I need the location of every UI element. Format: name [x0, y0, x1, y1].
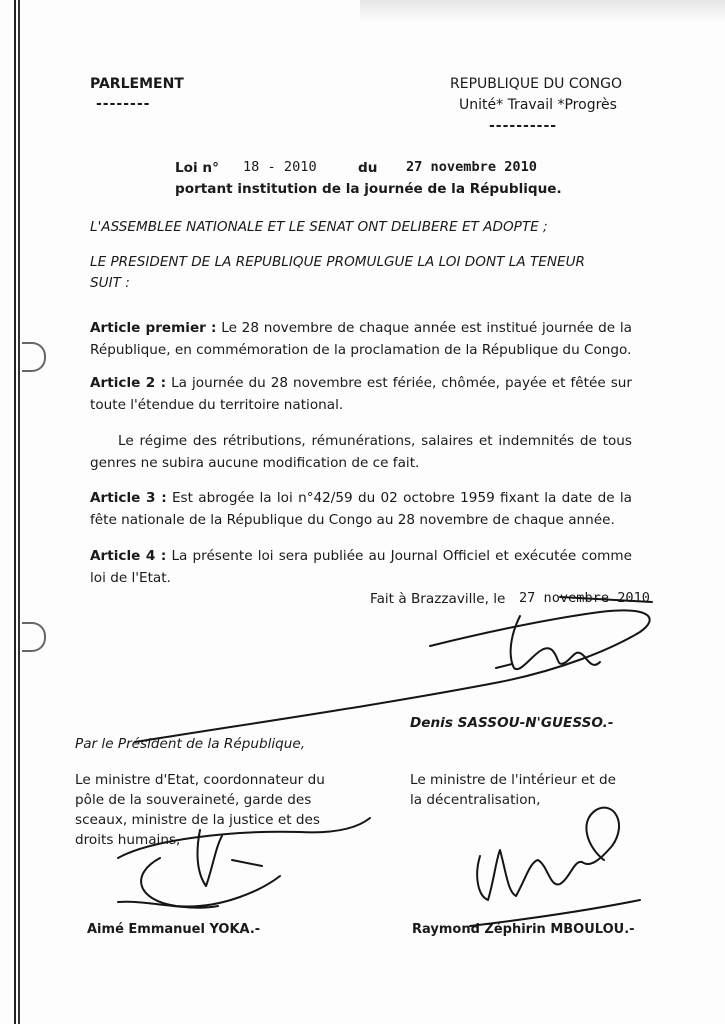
article-text: La journée du 28 novembre est fériée, chômée, payée et fêtée sur [171, 375, 632, 391]
left-minister-name: Aimé Emmanuel YOKA.- [87, 922, 261, 937]
law-du: du [358, 160, 378, 176]
article-label: Article premier : [90, 320, 217, 336]
right-minister-line: Le ministre de l'intérieur et de [410, 772, 616, 788]
header-motto: Unité* Travail *Progrès [459, 97, 617, 113]
closing-date: 27 novembre 2010 [519, 590, 650, 606]
preamble-promulgation: LE PRESIDENT DE LA REPUBLIQUE PROMULGUE LA LOI DONT LA TENEUR [90, 254, 585, 270]
law-number: 18 - 2010 [243, 159, 317, 175]
right-minister-name: Raymond Zéphirin MBOULOU.- [412, 922, 635, 937]
article-label: Article 4 : [90, 548, 167, 564]
left-minister-signature [118, 818, 370, 908]
header-parlement: PARLEMENT [90, 76, 184, 92]
president-signature-tail [496, 664, 512, 668]
article-text: Le 28 novembre de chaque année est institué journée de la [221, 320, 633, 336]
article-label: Article 2 : [90, 375, 167, 391]
article-text: Le régime des rétributions, rémunérations, salaires et indemnités de tous [118, 433, 632, 449]
president-signature-sweep [135, 610, 650, 742]
by-president: Par le Président de la République, [75, 736, 306, 752]
right-minister-signature [470, 808, 640, 926]
article-text: loi de l'Etat. [90, 570, 171, 586]
law-prefix: Loi n° [175, 160, 219, 176]
law-subject: portant institution de la journée de la République. [175, 181, 562, 197]
article-label: Article 3 : [90, 490, 167, 506]
article-text: toute l'étendue du territoire national. [90, 397, 344, 413]
right-minister-line: la décentralisation, [410, 792, 541, 808]
preamble-deliberation: L'ASSEMBLEE NATIONALE ET LE SENAT ONT DELIBERE ET ADOPTE ; [90, 219, 548, 235]
article-text: fête nationale de la République du Congo au 28 novembre de chaque année. [90, 512, 615, 528]
header-left-rule: -------- [96, 96, 151, 112]
header-republique: REPUBLIQUE DU CONGO [450, 76, 622, 92]
header-right-rule: ---------- [489, 118, 558, 134]
closing-place: Fait à Brazzaville, le [370, 591, 506, 607]
preamble-suit: SUIT : [90, 275, 130, 291]
date-strike [560, 597, 652, 602]
left-minister-line: droits humains, [75, 832, 181, 848]
left-minister-line: pôle de la souveraineté, garde des [75, 792, 312, 808]
article-text: Est abrogée la loi n°42/59 du 02 octobre 1959 fixant la date de la [171, 490, 632, 506]
left-minister-line: sceaux, ministre de la justice et des [75, 812, 320, 828]
article-text: La présente loi sera publiée au Journal Officiel et exécutée comme [171, 548, 633, 564]
left-minister-line: Le ministre d'Etat, coordonnateur du [75, 772, 325, 788]
article-text: République, en commémoration de la proclamation de la République du Congo. [90, 342, 632, 358]
article-text: genres ne subira aucune modification de ce fait. [90, 455, 420, 471]
president-name: Denis SASSOU-N'GUESSO.- [410, 715, 614, 731]
law-date: 27 novembre 2010 [406, 159, 537, 175]
